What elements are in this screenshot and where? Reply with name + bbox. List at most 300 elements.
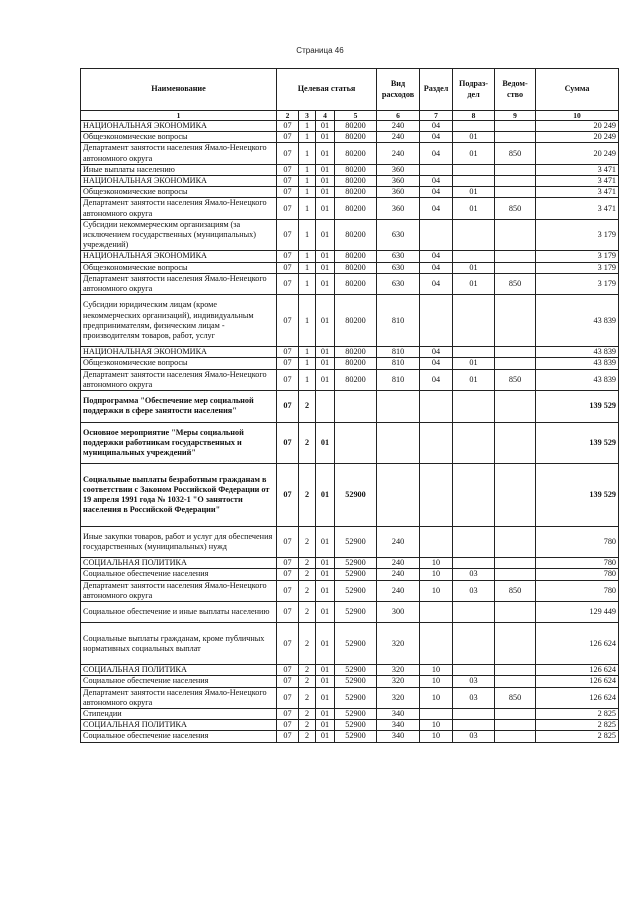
section-cell: 10 [420,569,453,580]
target-code-5-cell: 52900 [335,676,377,687]
subsection-cell [453,720,495,731]
expense-type-cell: 810 [377,369,420,390]
subsection-cell: 03 [453,580,495,601]
target-code-4-cell: 01 [316,720,335,731]
section-cell [420,526,453,558]
expense-type-cell: 340 [377,709,420,720]
amount-cell: 43 839 [536,347,619,358]
section-cell: 04 [420,273,453,294]
expense-type-cell: 320 [377,665,420,676]
target-code-4-cell: 01 [316,665,335,676]
subsection-cell: 01 [453,187,495,198]
expense-type-cell: 810 [377,295,420,347]
row-name-cell: Общеэкономические вопросы [81,358,277,369]
target-code-3-cell: 1 [299,358,316,369]
amount-cell: 780 [536,526,619,558]
target-code-5-cell: 80200 [335,198,377,219]
amount-cell: 3 471 [536,187,619,198]
section-cell: 10 [420,720,453,731]
table-row [81,358,619,369]
section-cell: 10 [420,676,453,687]
target-code-5-cell: 52900 [335,580,377,601]
row-name-cell: Социальное обеспечение населения [81,731,277,742]
section-cell [420,709,453,720]
table-row [81,422,619,464]
section-cell [420,219,453,251]
amount-cell: 20 249 [536,132,619,143]
department-cell [495,251,536,262]
target-code-5-cell: 52900 [335,569,377,580]
target-code-4-cell: 01 [316,164,335,175]
section-cell: 04 [420,143,453,164]
target-code-3-cell: 2 [299,623,316,665]
header-subsection: Подраз-дел [453,69,495,111]
target-code-5-cell: 52900 [335,665,377,676]
row-name-cell: НАЦИОНАЛЬНАЯ ЭКОНОМИКА [81,121,277,132]
subsection-cell: 03 [453,676,495,687]
target-code-4-cell: 01 [316,219,335,251]
department-cell: 850 [495,143,536,164]
target-code-5-cell: 52900 [335,720,377,731]
target-code-3-cell: 2 [299,391,316,423]
expense-type-cell: 240 [377,569,420,580]
amount-cell: 126 624 [536,676,619,687]
target-code-4-cell: 01 [316,731,335,742]
department-cell [495,720,536,731]
row-name-cell: Субсидии юридическим лицам (кроме некоммерческих организаций), индивидуальным предпринимателям, физическим лицам - производителям товаров, работ, услуг [81,295,277,347]
department-cell [495,262,536,273]
target-code-5-cell: 80200 [335,143,377,164]
section-cell [420,295,453,347]
page-label: Страница 46 [296,46,344,55]
target-code-4-cell: 01 [316,143,335,164]
table-row [81,569,619,580]
target-code-4-cell: 01 [316,422,335,464]
target-code-3-cell: 2 [299,580,316,601]
row-name-cell: НАЦИОНАЛЬНАЯ ЭКОНОМИКА [81,251,277,262]
expense-type-cell [377,422,420,464]
row-name-cell: Социальные выплаты безработным гражданам в соответствии с Законом Российской Федерации от 19 апреля 1991 года № 1032-1 "О занятости населения в Российской Федерации" [81,464,277,526]
target-code-2-cell: 07 [277,665,299,676]
row-name-cell: НАЦИОНАЛЬНАЯ ЭКОНОМИКА [81,347,277,358]
target-code-5-cell: 80200 [335,132,377,143]
target-code-4-cell: 01 [316,347,335,358]
table-row [81,164,619,175]
department-cell [495,187,536,198]
target-code-2-cell: 07 [277,219,299,251]
amount-cell: 780 [536,580,619,601]
row-name-cell: Департамент занятости населения Ямало-Ненецкого автономного округа [81,198,277,219]
section-cell: 10 [420,665,453,676]
table-row [81,262,619,273]
expense-type-cell: 240 [377,143,420,164]
table-row [81,391,619,423]
section-cell [420,391,453,423]
subsection-cell [453,558,495,569]
department-cell [495,358,536,369]
target-code-4-cell: 01 [316,569,335,580]
subsection-cell [453,422,495,464]
table-row [81,602,619,623]
target-code-2-cell: 07 [277,687,299,708]
target-code-2-cell: 07 [277,198,299,219]
target-code-5-cell: 52900 [335,623,377,665]
section-cell: 04 [420,369,453,390]
amount-cell: 780 [536,558,619,569]
department-cell [495,464,536,526]
budget-table [80,68,619,743]
target-code-2-cell: 07 [277,251,299,262]
target-code-3-cell: 1 [299,295,316,347]
subsection-cell [453,623,495,665]
table-row [81,132,619,143]
target-code-4-cell: 01 [316,464,335,526]
subsection-cell [453,347,495,358]
target-code-2-cell: 07 [277,295,299,347]
amount-cell: 3 179 [536,262,619,273]
department-cell [495,391,536,423]
table-row [81,176,619,187]
section-cell [420,464,453,526]
table-row [81,623,619,665]
expense-type-cell: 630 [377,219,420,251]
amount-cell: 43 839 [536,369,619,390]
target-code-2-cell: 07 [277,369,299,390]
header-amount: Сумма [536,69,619,111]
subsection-cell [453,602,495,623]
row-name-cell: Подпрограмма "Обеспечение мер социальной поддержки в сфере занятости населения" [81,391,277,423]
table-row [81,526,619,558]
section-cell: 04 [420,187,453,198]
subsection-cell: 01 [453,369,495,390]
target-code-3-cell: 1 [299,176,316,187]
row-name-cell: Общеэкономические вопросы [81,187,277,198]
row-name-cell: Социальные выплаты гражданам, кроме публичных нормативных социальных выплат [81,623,277,665]
target-code-4-cell [316,391,335,423]
section-cell: 04 [420,198,453,219]
target-code-4-cell: 01 [316,623,335,665]
department-cell [495,219,536,251]
row-name-cell: Субсидии некоммерческим организациям (за исключением государственных (муниципальных) учреждений) [81,219,277,251]
row-name-cell: Департамент занятости населения Ямало-Ненецкого автономного округа [81,369,277,390]
row-name-cell: Департамент занятости населения Ямало-Ненецкого автономного округа [81,687,277,708]
header-department: Ведом-ство [495,69,536,111]
expense-type-cell [377,391,420,423]
column-number: 5 [335,111,377,121]
amount-cell: 3 179 [536,219,619,251]
row-name-cell: Иные закупки товаров, работ и услуг для обеспечения государственных (муниципальных) нужд [81,526,277,558]
department-cell [495,121,536,132]
row-name-cell: Общеэкономические вопросы [81,262,277,273]
department-cell [495,558,536,569]
target-code-2-cell: 07 [277,164,299,175]
amount-cell: 126 624 [536,623,619,665]
expense-type-cell: 360 [377,164,420,175]
subsection-cell [453,464,495,526]
target-code-2-cell: 07 [277,176,299,187]
table-row [81,198,619,219]
target-code-4-cell: 01 [316,176,335,187]
row-name-cell: Стипендии [81,709,277,720]
expense-type-cell: 340 [377,731,420,742]
target-code-5-cell: 80200 [335,369,377,390]
department-cell [495,526,536,558]
target-code-4-cell: 01 [316,251,335,262]
target-code-3-cell: 1 [299,187,316,198]
table-row [81,143,619,164]
section-cell: 10 [420,731,453,742]
column-number: 6 [377,111,420,121]
target-code-4-cell: 01 [316,602,335,623]
expense-type-cell: 810 [377,347,420,358]
target-code-5-cell: 52900 [335,464,377,526]
section-cell: 10 [420,687,453,708]
target-code-4-cell: 01 [316,121,335,132]
target-code-5-cell: 52900 [335,526,377,558]
subsection-cell: 01 [453,132,495,143]
target-code-4-cell: 01 [316,295,335,347]
target-code-4-cell: 01 [316,369,335,390]
row-name-cell: НАЦИОНАЛЬНАЯ ЭКОНОМИКА [81,176,277,187]
section-cell [420,602,453,623]
header-section: Раздел [420,69,453,111]
header-target: Целевая статья [277,69,377,111]
row-name-cell: Департамент занятости населения Ямало-Ненецкого автономного округа [81,273,277,294]
table-row [81,558,619,569]
target-code-2-cell: 07 [277,187,299,198]
section-cell [420,623,453,665]
target-code-4-cell: 01 [316,676,335,687]
target-code-3-cell: 1 [299,369,316,390]
target-code-4-cell: 01 [316,358,335,369]
target-code-2-cell: 07 [277,273,299,294]
amount-cell: 2 825 [536,731,619,742]
target-code-2-cell: 07 [277,580,299,601]
target-code-2-cell: 07 [277,569,299,580]
department-cell: 850 [495,580,536,601]
department-cell [495,132,536,143]
subsection-cell [453,526,495,558]
target-code-3-cell: 1 [299,273,316,294]
amount-cell: 3 471 [536,176,619,187]
target-code-4-cell: 01 [316,687,335,708]
expense-type-cell: 300 [377,602,420,623]
target-code-2-cell: 07 [277,121,299,132]
row-name-cell: Социальное обеспечение населения [81,676,277,687]
table-row [81,369,619,390]
expense-type-cell: 340 [377,720,420,731]
table-row [81,709,619,720]
target-code-5-cell: 80200 [335,219,377,251]
amount-cell: 43 839 [536,358,619,369]
subsection-cell: 03 [453,569,495,580]
subsection-cell [453,164,495,175]
row-name-cell: Общеэкономические вопросы [81,132,277,143]
expense-type-cell [377,464,420,526]
expense-type-cell: 630 [377,251,420,262]
target-code-5-cell: 80200 [335,251,377,262]
expense-type-cell: 320 [377,687,420,708]
amount-cell: 139 529 [536,391,619,423]
row-name-cell: СОЦИАЛЬНАЯ ПОЛИТИКА [81,558,277,569]
section-cell: 04 [420,358,453,369]
target-code-3-cell: 2 [299,558,316,569]
department-cell [495,295,536,347]
target-code-3-cell: 2 [299,464,316,526]
target-code-2-cell: 07 [277,143,299,164]
target-code-5-cell: 52900 [335,602,377,623]
table-header [81,69,619,121]
target-code-3-cell: 2 [299,526,316,558]
table-row [81,464,619,526]
target-code-5-cell: 52900 [335,731,377,742]
table-row [81,580,619,601]
row-name-cell: Социальное обеспечение и иные выплаты населению [81,602,277,623]
table-row [81,295,619,347]
department-cell [495,569,536,580]
amount-cell: 139 529 [536,422,619,464]
row-name-cell: Основное мероприятие "Меры социальной поддержки работникам государственных и муниципальных учреждений" [81,422,277,464]
target-code-3-cell: 1 [299,143,316,164]
department-cell [495,665,536,676]
expense-type-cell: 240 [377,132,420,143]
target-code-5-cell: 52900 [335,687,377,708]
department-cell [495,731,536,742]
target-code-5-cell [335,391,377,423]
department-cell [495,176,536,187]
target-code-2-cell: 07 [277,709,299,720]
expense-type-cell: 320 [377,676,420,687]
amount-cell: 20 249 [536,143,619,164]
table-row [81,665,619,676]
amount-cell: 126 624 [536,665,619,676]
table-row [81,121,619,132]
target-code-2-cell: 07 [277,422,299,464]
column-number: 9 [495,111,536,121]
table-row [81,347,619,358]
target-code-4-cell: 01 [316,273,335,294]
target-code-3-cell: 2 [299,569,316,580]
target-code-2-cell: 07 [277,602,299,623]
department-cell: 850 [495,369,536,390]
table-row [81,720,619,731]
subsection-cell [453,176,495,187]
expense-type-cell: 240 [377,558,420,569]
department-cell: 850 [495,198,536,219]
amount-cell: 129 449 [536,602,619,623]
amount-cell: 43 839 [536,295,619,347]
target-code-5-cell: 80200 [335,358,377,369]
amount-cell: 126 624 [536,687,619,708]
expense-type-cell: 360 [377,187,420,198]
target-code-2-cell: 07 [277,676,299,687]
section-cell: 04 [420,121,453,132]
column-numbers-row [81,111,619,121]
department-cell [495,709,536,720]
subsection-cell: 01 [453,262,495,273]
section-cell: 10 [420,580,453,601]
target-code-4-cell: 01 [316,187,335,198]
target-code-2-cell: 07 [277,623,299,665]
target-code-3-cell: 2 [299,709,316,720]
column-number: 8 [453,111,495,121]
subsection-cell [453,121,495,132]
target-code-2-cell: 07 [277,132,299,143]
subsection-cell [453,295,495,347]
table-body [81,121,619,743]
target-code-5-cell: 52900 [335,709,377,720]
amount-cell: 139 529 [536,464,619,526]
target-code-2-cell: 07 [277,558,299,569]
subsection-cell: 01 [453,358,495,369]
department-cell [495,164,536,175]
target-code-3-cell: 1 [299,121,316,132]
expense-type-cell: 240 [377,121,420,132]
target-code-2-cell: 07 [277,731,299,742]
amount-cell: 3 179 [536,251,619,262]
target-code-5-cell: 80200 [335,121,377,132]
target-code-3-cell: 1 [299,198,316,219]
target-code-3-cell: 1 [299,262,316,273]
target-code-5-cell: 80200 [335,176,377,187]
expense-type-cell: 240 [377,580,420,601]
target-code-5-cell: 80200 [335,295,377,347]
target-code-3-cell: 1 [299,219,316,251]
section-cell: 04 [420,347,453,358]
subsection-cell [453,219,495,251]
subsection-cell [453,665,495,676]
row-name-cell: Департамент занятости населения Ямало-Ненецкого автономного округа [81,580,277,601]
table-row [81,187,619,198]
department-cell [495,676,536,687]
section-cell: 04 [420,262,453,273]
subsection-cell: 01 [453,198,495,219]
header-name: Наименование [81,69,277,111]
department-cell [495,623,536,665]
amount-cell: 780 [536,569,619,580]
table-row [81,676,619,687]
target-code-2-cell: 07 [277,464,299,526]
subsection-cell [453,709,495,720]
target-code-3-cell: 2 [299,676,316,687]
section-cell [420,422,453,464]
target-code-5-cell [335,422,377,464]
amount-cell: 3 179 [536,273,619,294]
header-expense-type: Вид расходов [377,69,420,111]
subsection-cell [453,391,495,423]
section-cell: 10 [420,558,453,569]
expense-type-cell: 360 [377,198,420,219]
target-code-5-cell: 52900 [335,558,377,569]
amount-cell: 3 471 [536,198,619,219]
target-code-5-cell: 80200 [335,164,377,175]
expense-type-cell: 360 [377,176,420,187]
target-code-2-cell: 07 [277,358,299,369]
target-code-5-cell: 80200 [335,273,377,294]
target-code-4-cell: 01 [316,526,335,558]
section-cell: 04 [420,176,453,187]
row-name-cell: Иные выплаты населению [81,164,277,175]
target-code-3-cell: 1 [299,132,316,143]
column-number: 3 [299,111,316,121]
amount-cell: 20 249 [536,121,619,132]
subsection-cell [453,251,495,262]
expense-type-cell: 630 [377,273,420,294]
target-code-2-cell: 07 [277,720,299,731]
row-name-cell: Департамент занятости населения Ямало-Ненецкого автономного округа [81,143,277,164]
amount-cell: 3 471 [536,164,619,175]
section-cell: 04 [420,132,453,143]
